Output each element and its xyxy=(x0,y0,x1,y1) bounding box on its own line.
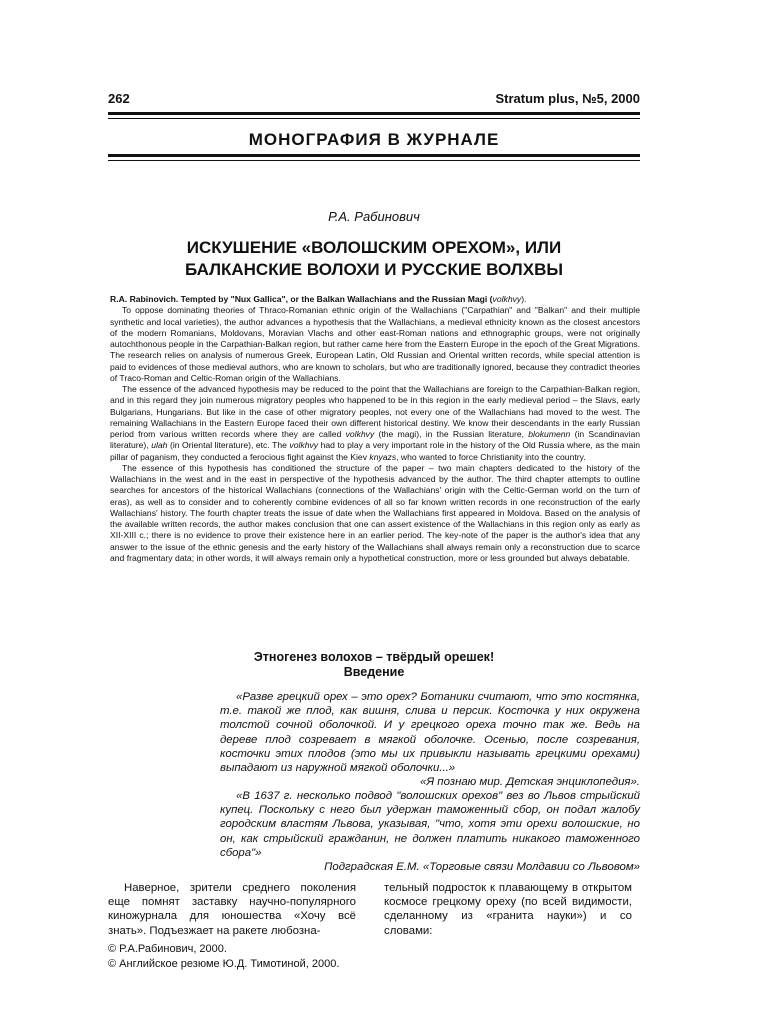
article-title xyxy=(108,237,640,281)
rubric-rule-thin xyxy=(108,160,640,161)
copyright-translator: © Английское резюме Ю.Д. Тимотиной, 2000. xyxy=(108,957,340,970)
abstract-italic: knyazs xyxy=(369,451,397,462)
epigraph-2-source: Подградская Е.М. «Торговые связи Молдавии со Львовом» xyxy=(324,861,640,874)
header-rule xyxy=(108,112,640,115)
abstract-italic: volkhvy xyxy=(345,429,375,439)
abstract-text: (the magi), in the Russian literature, xyxy=(374,429,529,439)
journal-name: Stratum plus, №5, 2000 xyxy=(495,91,640,106)
abstract-text: (in Scandinavian literature), xyxy=(110,429,640,451)
body-column-left: Наверное, зрители среднего поколения еще помнят заставку научно-популярного киножурнала для юношества «Хочу всё знать». Подъезжает на ракете любозна- xyxy=(108,882,356,937)
abstract-text: (in Oriental literature), etc. The xyxy=(167,440,290,451)
title-line-1: ИСКУШЕНИЕ «ВОЛОШСКИМ ОРЕХОМ», ИЛИ xyxy=(186,238,562,257)
abstract-paragraph-2 xyxy=(110,384,640,463)
epigraph-1-source: «Я познаю мир. Детская энциклопедия». xyxy=(420,776,640,789)
epigraph-1-text: «Разве грецкий орех – это орех? Ботаники считают, что это костянка, т.е. такой же плод, как вишня, слива и персик. Косточка у них окружена толстой сочной оболочкой. И у грецкого ореха точно так же. Ведь на дереве плод созревает в мягкой оболочке. Осенью, после созревания, косточки этих плодов (это мы их привыкли называть грецкими орехами) выпадают из наружной мягкой оболочки...» xyxy=(220,691,640,775)
abstract-text: , who wanted to force Christianity into the country. xyxy=(396,451,586,462)
page-number: 262 xyxy=(108,91,130,106)
abstract-italic: blokumenn xyxy=(528,429,571,439)
header-rule-thin xyxy=(108,118,640,119)
copyright-notes xyxy=(108,942,408,971)
section-heading xyxy=(108,650,640,680)
rubric-rule xyxy=(108,154,640,157)
epigraph-2-text: «В 1637 г. несколько подвод "волошских орехов" вез во Львов стрыйский купец. Поскольку с него был удержан таможенный сбор, он подал жалобу городским властям Львова, указывая, "что, хотя эти орехи волошские, но он, как стрыйский гражданин, не должен платить никакого таможенного сбора"» xyxy=(220,790,640,859)
abstract-lead xyxy=(110,294,640,305)
epigraph-2 xyxy=(220,789,640,874)
english-abstract xyxy=(110,294,640,564)
section-title: Этногенез волохов – твёрдый орешек! xyxy=(253,650,495,664)
running-header xyxy=(108,88,640,110)
body-column-right: тельный подросток к плавающему в открытом космосе грецкому ореху (по всей видимости, сделанному из «гранита науки») и со словами: xyxy=(384,882,632,937)
abstract-paragraph-3: The essence of this hypothesis has conditioned the structure of the paper – two main chapters dedicated to the history of the Wallachians in the west and in the east in perspective of the hypothesis advanced by the author. The third chapter attempts to outline searches for ancestors of the historical Wallachians (connections of the Wallachians' origin with the Celtic-German world on the turn of eras), as well as to consider and to coherently combine evidences of all so far known written records in one reconstruction of the early Wallachians' history. The fourth chapter treats the issue of date when the Wallachians first appeared in Moldova. Based on the analysis of the available written records, the author makes conclusion that one can assert existence of the Wallachians in this region only as early as XII-XIII c.; there is no evidence to prove their existence here in an earlier period. The key-note of the paper is the author's idea that any answer to the issue of the ethnic genesis and the early history of the Wallachians shall always remain only a reconstruction due to scarce and fragmentary data; in other words, it will always remain only a hypothetical construction, more or less grounded but always debatable. xyxy=(110,462,640,563)
epigraph-1 xyxy=(220,690,640,789)
section-subtitle: Введение xyxy=(343,665,405,679)
abstract-italic: volkhvy xyxy=(289,440,319,451)
abstract-paragraph-1: To oppose dominating theories of Thraco-Romanian ethnic origin of the Wallachians ("Carpathian" and "Balkan" and their multiple synthetic and local varieties), the author advances a hypothesis that the Wallachians, a medieval ethnicity known as the closest ancestors of the modern Romanians, Moldovans, Moravian Vlachs and other east-Roman nations and ethnographic groups, were not originally autochthonous people in the Carpathian-Balkan region, but rather came here from the Eastern Europe in the epoch of the Great Migrations. The research relies on analysis of numerous Greek, European Latin, Old Russian and Oriental written records, while special attention is paid to evidences of those medieval authors, who are known to scholars, but who are traditionally ignored, because they contradict theories of Traco-Roman and Celtic-Roman origin of the Wallachians. xyxy=(110,305,640,383)
abstract-lead-text: R.A. Rabinovich. Tempted by "Nux Gallica", or the Balkan Wallachians and the Russian Magi ( xyxy=(110,294,493,304)
author: Р.А. Рабинович xyxy=(328,209,420,224)
abstract-text: had to play a very important role in the history of the Old Russia where, as the main pillar of paganism, they conducted a ferocious fight against the Kiev xyxy=(110,440,641,462)
title-line-2: БАЛКАНСКИЕ ВОЛОХИ И РУССКИЕ ВОЛХВЫ xyxy=(185,260,563,279)
rubric: МОНОГРАФИЯ В ЖУРНАЛЕ xyxy=(248,130,500,149)
copyright-author: © Р.А.Рабинович, 2000. xyxy=(108,943,227,955)
abstract-lead-italic: volkhvy xyxy=(492,294,522,304)
abstract-lead-end: ). xyxy=(521,294,527,304)
abstract-italic: ulah xyxy=(151,440,168,451)
abstract-text: The essence of the advanced hypothesis may be reduced to the point that the Wallachians are foreign to the Carpathian-Balkan region, and in this regard they join numerous migratory peoples who happened to be in this region in the early medieval period – the Slavs, early Bulgarians, Hungarians. But like in the case of other migratory peoples, not every one of the Wallachians had moved to the west. The remaining Wallachians in the Eastern Europe faced their own different historical destiny. We know their descendants in the early Russian period from various written records where they are called xyxy=(110,384,640,439)
